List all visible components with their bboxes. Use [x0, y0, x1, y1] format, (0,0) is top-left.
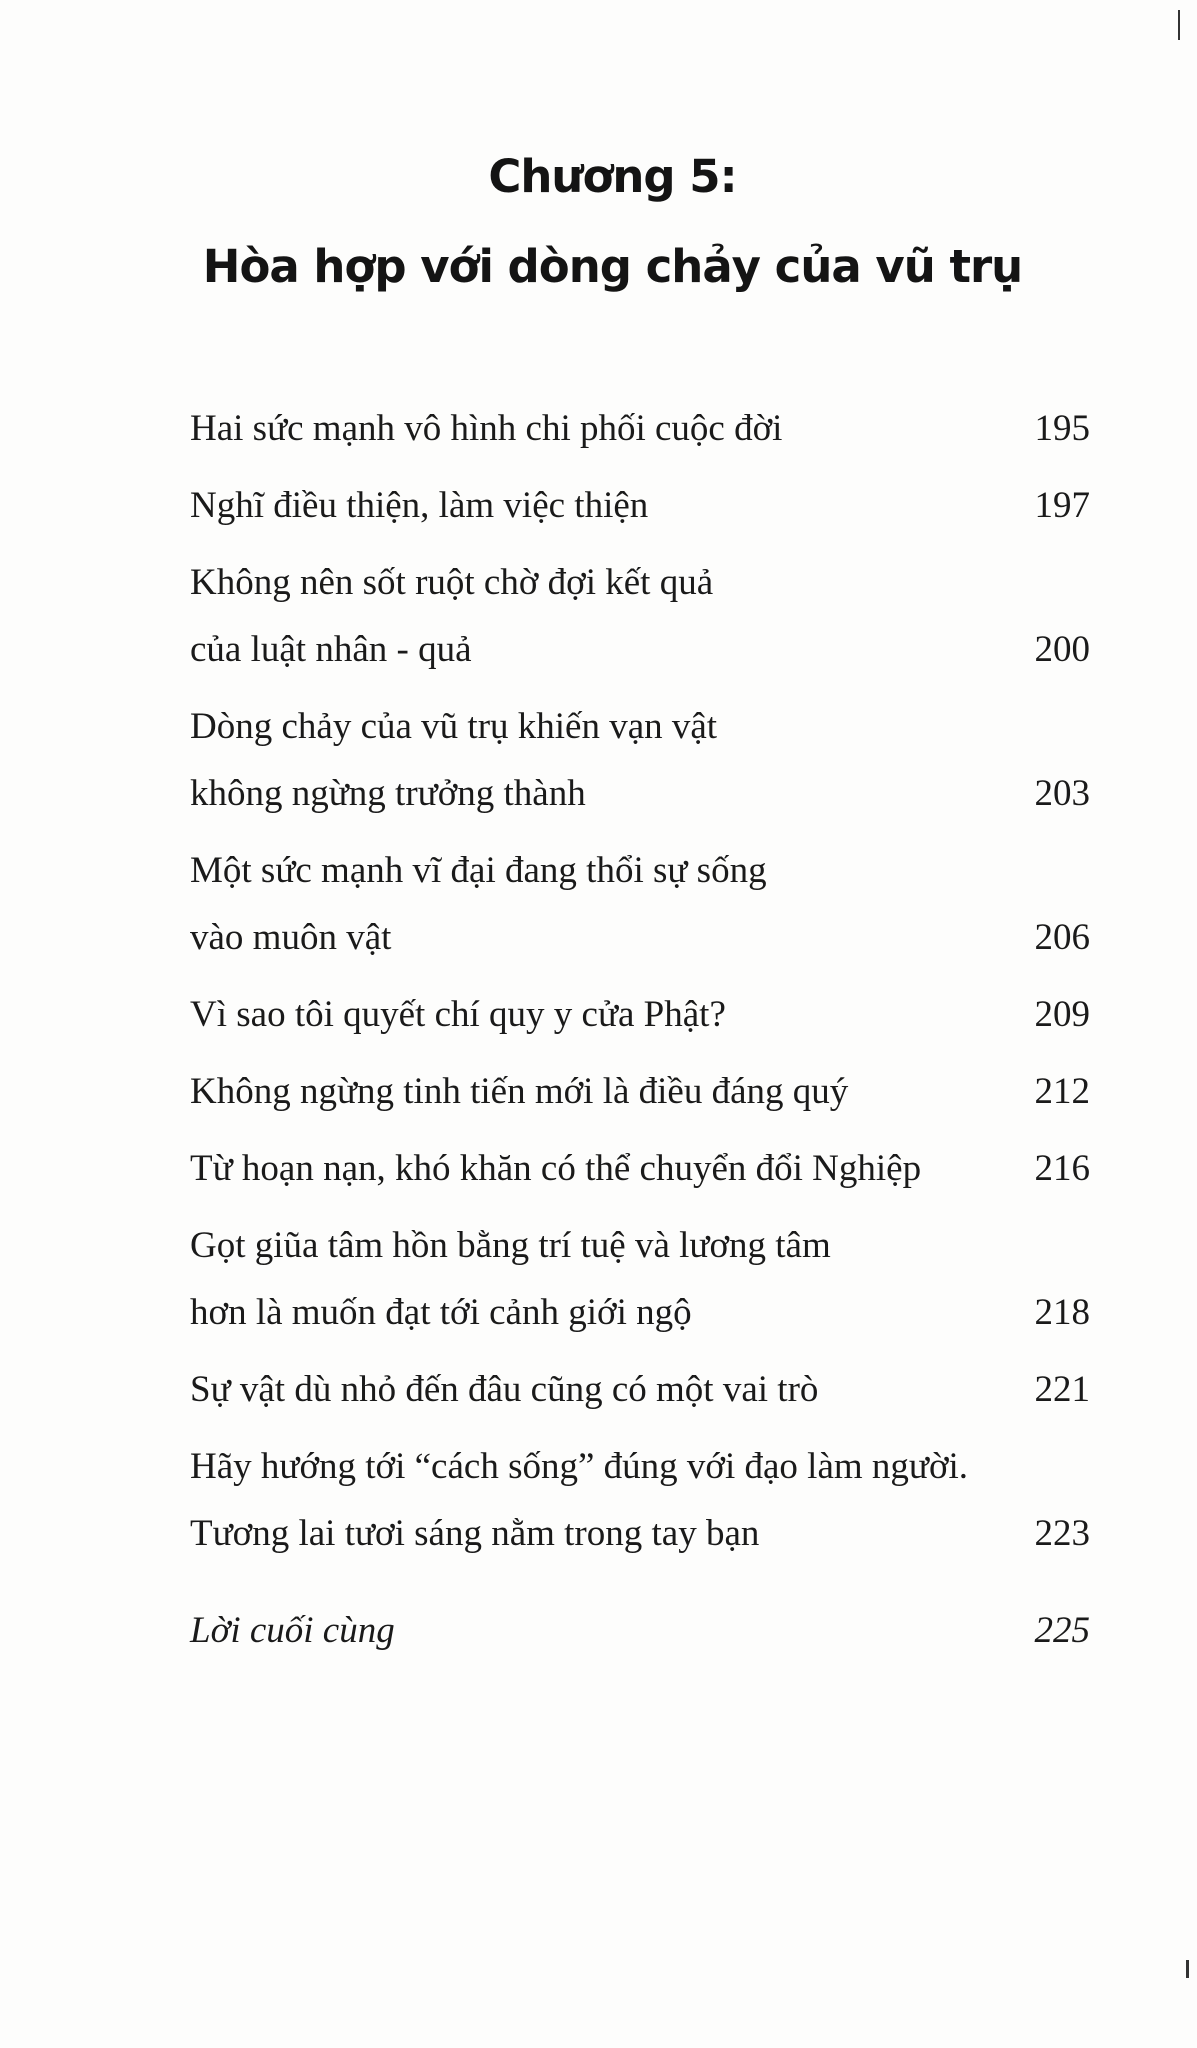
toc-entry: [190, 693, 1090, 827]
toc-entry-title-line: Từ hoạn nạn, khó khăn có thể chuyển đổi Nghiệp: [190, 1148, 922, 1189]
toc-entry-title-line: Không nên sốt ruột chờ đợi kết quả: [190, 562, 714, 603]
page-edge-mark-top: [1178, 10, 1180, 40]
toc-entry: [190, 1356, 1090, 1423]
toc-page-number: 195: [1034, 408, 1090, 449]
toc-entry-title-line: Hãy hướng tới “cách sống” đúng với đạo làm người.: [190, 1446, 969, 1487]
toc-entry-closing: [190, 1597, 1090, 1664]
toc-entry-title-line: Tương lai tươi sáng nằm trong tay bạn: [190, 1513, 760, 1554]
toc-entry-title-line: Dòng chảy của vũ trụ khiến vạn vật: [190, 706, 718, 747]
toc-entry: [190, 1433, 1090, 1567]
toc-entry: [190, 1058, 1090, 1125]
toc-entry: [190, 1135, 1090, 1202]
toc-entry-title-line: Nghĩ điều thiện, làm việc thiện: [190, 485, 649, 526]
toc-entry: [190, 837, 1090, 971]
toc-entry-title-line: của luật nhân - quả: [190, 629, 472, 670]
toc-page-number: 203: [1034, 773, 1090, 814]
toc-page-number: 197: [1034, 485, 1090, 526]
toc-entry: [190, 472, 1090, 539]
toc-entry-title-line: Hai sức mạnh vô hình chi phối cuộc đời: [190, 408, 783, 449]
toc-entry: [190, 1212, 1090, 1346]
toc-page-number: 218: [1034, 1292, 1090, 1333]
toc-page-number: 225: [1034, 1610, 1090, 1651]
toc-entry-title-line: vào muôn vật: [190, 917, 392, 958]
toc-entry: [190, 549, 1090, 683]
toc-page-number: 212: [1034, 1071, 1090, 1112]
chapter-title: Hòa hợp với dòng chảy của vũ trụ: [202, 240, 1023, 293]
chapter-label: Chương 5:: [488, 150, 737, 203]
toc-entry-title-line: Lời cuối cùng: [190, 1610, 395, 1651]
toc-page-number: 216: [1034, 1148, 1090, 1189]
toc-entry-title-line: Vì sao tôi quyết chí quy y cửa Phật?: [190, 994, 726, 1035]
toc-entry-title-line: Không ngừng tinh tiến mới là điều đáng quý: [190, 1071, 849, 1112]
toc-entry: [190, 395, 1090, 462]
toc-page-number: 206: [1034, 917, 1090, 958]
toc-entry-title-line: Sự vật dù nhỏ đến đâu cũng có một vai trò: [190, 1369, 819, 1410]
toc-page-number: 200: [1034, 629, 1090, 670]
toc-entry-title-line: Gọt giũa tâm hồn bằng trí tuệ và lương tâm: [190, 1225, 831, 1266]
toc-entry-title-line: Một sức mạnh vĩ đại đang thổi sự sống: [190, 850, 767, 891]
toc-entry-title-line: hơn là muốn đạt tới cảnh giới ngộ: [190, 1292, 692, 1333]
toc-page-number: 209: [1034, 994, 1090, 1035]
table-of-contents: [190, 395, 1090, 1674]
toc-entry-title-line: không ngừng trưởng thành: [190, 773, 586, 814]
toc-page-number: 223: [1034, 1513, 1090, 1554]
page-edge-mark-bottom: [1186, 1960, 1189, 1978]
toc-entry: [190, 981, 1090, 1048]
toc-page-number: 221: [1034, 1369, 1090, 1410]
